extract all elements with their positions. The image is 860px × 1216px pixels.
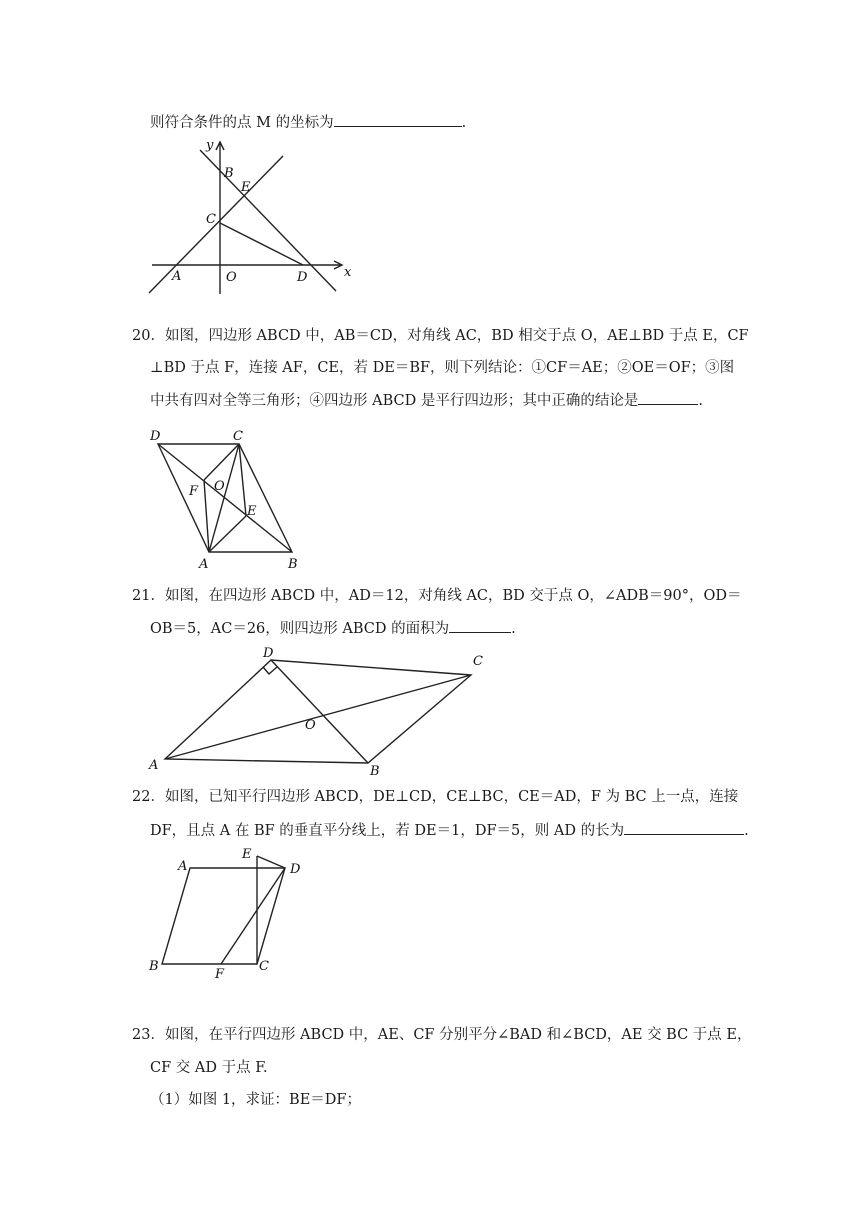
q21-quad-abcd bbox=[165, 660, 471, 763]
q23-line-2: CF 交 AD 于点 F. bbox=[150, 1060, 268, 1076]
q19-line-ae bbox=[149, 156, 283, 293]
q22-figure bbox=[145, 843, 320, 983]
q22-line-2: DF，且点 A 在 BF 的垂直平分线上，若 DE＝1，DF＝5，则 AD 的长为 bbox=[150, 823, 625, 839]
q20-label-o: O bbox=[214, 479, 225, 494]
q20-line-1: 20．如图，四边形 ABCD 中，AB＝CD，对角线 AC，BD 相交于点 O，AE⊥BD 于点 E，CF bbox=[132, 328, 749, 344]
q21-label-d: D bbox=[263, 646, 274, 661]
q19-line-1: 则符合条件的点 M 的坐标为 bbox=[150, 115, 334, 131]
q21-right-angle-mark bbox=[263, 667, 277, 674]
q19-label-y: y bbox=[206, 138, 214, 153]
q22-parallelogram-abcd bbox=[162, 868, 285, 964]
q22-label-f: F bbox=[215, 967, 225, 982]
q22-label-b: B bbox=[149, 959, 159, 974]
q19-answer-blank[interactable] bbox=[334, 112, 462, 127]
q21-line-1: 21．如图，在四边形 ABCD 中，AD＝12，对角线 AC，BD 交于点 O，∠ADB＝90°，OD＝ bbox=[132, 588, 742, 604]
q20-seg-af bbox=[204, 480, 209, 552]
q22-label-a: A bbox=[178, 859, 188, 874]
q19-label-o: O bbox=[226, 270, 237, 285]
q20-label-a: A bbox=[199, 557, 209, 572]
q21-line-2-wrap bbox=[150, 618, 516, 639]
q20-end: . bbox=[698, 393, 703, 409]
q20-figure bbox=[145, 424, 315, 574]
q20-label-e: E bbox=[247, 504, 257, 519]
q21-end: . bbox=[511, 621, 516, 637]
q22-label-d: D bbox=[290, 862, 301, 877]
q20-label-c: C bbox=[233, 429, 243, 444]
q20-label-f: F bbox=[189, 484, 199, 499]
q20-line-3: 中共有四对全等三角形；④四边形 ABCD 是平行四边形；其中正确的结论是 bbox=[150, 393, 639, 409]
q22-line-1: 22．如图，已知平行四边形 ABCD，DE⊥CD，CE⊥BC，CE＝AD，F 为 BC 上一点，连接 bbox=[132, 789, 739, 805]
q19-label-x: x bbox=[344, 265, 352, 280]
q20-label-d: D bbox=[150, 429, 161, 444]
q20-label-b: B bbox=[288, 557, 298, 572]
q21-figure bbox=[145, 643, 495, 778]
q19-text bbox=[150, 112, 466, 133]
q19-label-d: D bbox=[297, 270, 308, 285]
q20-line-2: ⊥BD 于点 F，连接 AF，CE，若 DE＝BF，则下列结论：①CF＝AE；②OE＝OF；③图 bbox=[150, 360, 735, 376]
q22-seg-fd bbox=[221, 868, 285, 964]
q19-label-b: B bbox=[224, 166, 234, 181]
q20-answer-blank[interactable] bbox=[638, 390, 698, 405]
q21-label-c: C bbox=[473, 654, 483, 669]
q22-line-2-wrap bbox=[150, 820, 749, 841]
q19-label-a: A bbox=[172, 269, 182, 284]
q19-label-c: C bbox=[206, 212, 216, 227]
q21-label-o: O bbox=[305, 718, 316, 733]
q22-label-c: C bbox=[259, 959, 269, 974]
q21-diag-bd bbox=[271, 660, 368, 763]
q21-label-b: B bbox=[370, 764, 380, 779]
q22-end: . bbox=[744, 823, 749, 839]
q22-seg-ed bbox=[257, 856, 285, 868]
q23-line-3: （1）如图 1，求证：BE＝DF； bbox=[150, 1092, 361, 1108]
q19-figure bbox=[140, 136, 360, 296]
q19-label-e: E bbox=[241, 180, 251, 195]
q21-answer-blank[interactable] bbox=[449, 618, 511, 633]
q23-line-1: 23．如图，在平行四边形 ABCD 中，AE、CF 分别平分∠BAD 和∠BCD，AE 交 BC 于点 E， bbox=[132, 1027, 752, 1043]
q22-answer-blank[interactable] bbox=[624, 820, 744, 835]
q22-label-e: E bbox=[242, 847, 252, 862]
q21-line-2: OB＝5，AC＝26，则四边形 ABCD 的面积为 bbox=[150, 621, 450, 637]
q19-end: . bbox=[461, 115, 467, 131]
q21-label-a: A bbox=[149, 758, 159, 773]
q20-line-3-wrap bbox=[150, 390, 703, 411]
